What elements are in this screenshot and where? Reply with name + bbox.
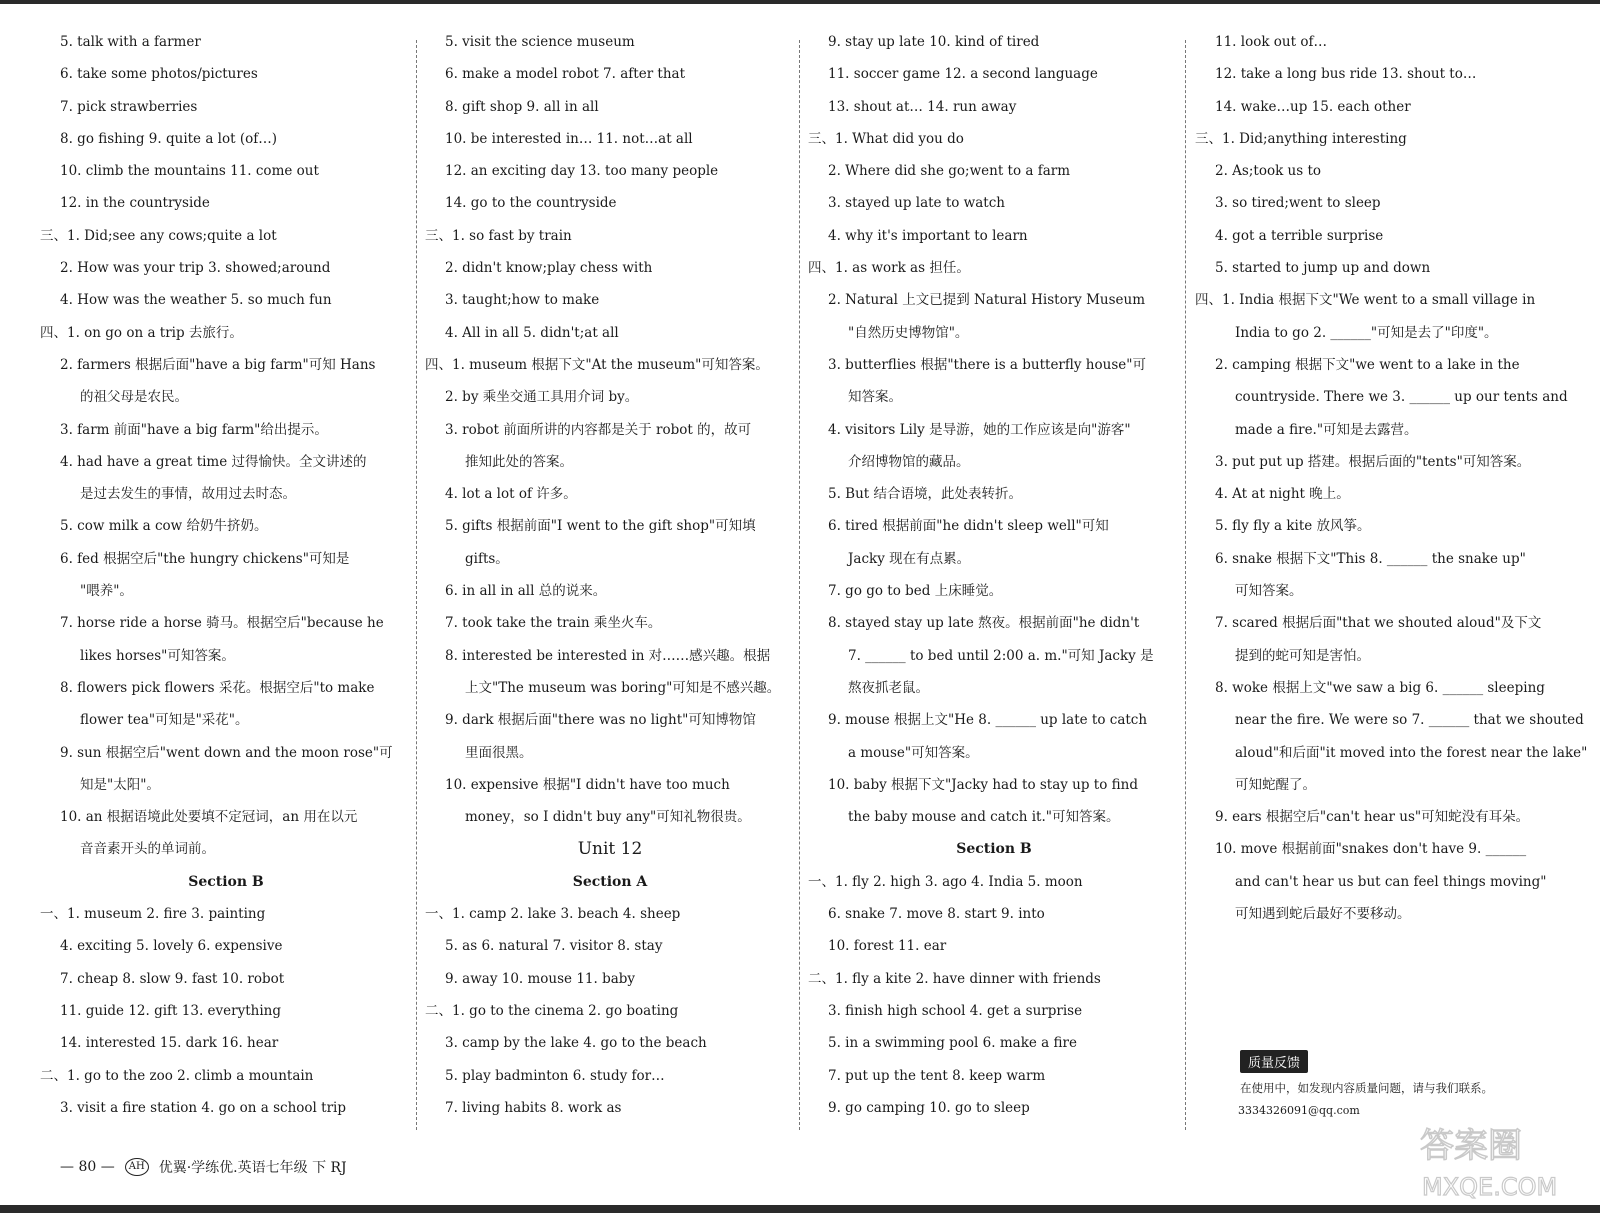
answer-line: 3. farm 前面"have a big farm"给出提示。 bbox=[60, 421, 328, 438]
answer-line: 10. forest 11. ear bbox=[828, 938, 947, 955]
answer-line: 二、1. fly a kite 2. have dinner with friends bbox=[808, 970, 1101, 987]
answer-line: 8. interested be interested in 对……感兴趣。根据 bbox=[445, 647, 771, 664]
answer-line: 可知蛇醒了。 bbox=[1235, 776, 1316, 793]
answer-line: 9. dark 根据后面"there was no light"可知博物馆 bbox=[445, 712, 756, 729]
answer-line: 四、1. on go on a trip 去旅行。 bbox=[40, 324, 243, 341]
section-heading: Section B bbox=[188, 873, 264, 890]
answer-line: countryside. There we 3. ______ up our tents and bbox=[1235, 389, 1568, 406]
answer-line: 9. go camping 10. go to sleep bbox=[828, 1099, 1030, 1116]
answer-line: 3. visit a fire station 4. go on a school trip bbox=[60, 1099, 346, 1116]
answer-line: 6. make a model robot 7. after that bbox=[445, 66, 686, 83]
answer-column-4 bbox=[1195, 26, 1588, 1173]
answer-line: 6. tired 根据前面"he didn't sleep well"可知 bbox=[828, 518, 1109, 535]
answer-line: 是过去发生的事情，故用过去时态。 bbox=[80, 486, 296, 503]
answer-line: 5. in a swimming pool 6. make a fire bbox=[828, 1035, 1077, 1052]
answer-line: 2. As;took us to bbox=[1215, 163, 1322, 180]
answer-line: 4. lot a lot of 许多。 bbox=[445, 486, 577, 503]
answer-line: 一、1. camp 2. lake 3. beach 4. sheep bbox=[425, 906, 681, 923]
watermark-line1: 答案圈 bbox=[1420, 1126, 1522, 1166]
answer-line: 10. expensive 根据"I didn't have too much bbox=[445, 776, 730, 793]
answer-line: India to go 2. ______"可知是去了"印度"。 bbox=[1235, 324, 1498, 341]
page-footer bbox=[60, 1157, 347, 1177]
answer-line: 三、1. so fast by train bbox=[425, 227, 572, 244]
answer-line: 4. How was the weather 5. so much fun bbox=[60, 292, 332, 309]
answer-line: 三、1. What did you do bbox=[808, 130, 964, 147]
column-divider bbox=[416, 40, 417, 1130]
answer-line: 9. sun 根据空后"went down and the moon rose"可 bbox=[60, 744, 393, 761]
answer-line: 5. visit the science museum bbox=[445, 34, 635, 50]
answer-line: near the fire. We were so 7. ______ that we shouted bbox=[1235, 712, 1584, 729]
answer-line: 四、1. India 根据下文"We went to a small village in bbox=[1195, 292, 1536, 309]
answer-line: 10. climb the mountains 11. come out bbox=[60, 163, 319, 180]
answer-line: 9. away 10. mouse 11. baby bbox=[445, 970, 636, 987]
answer-line: 5. as 6. natural 7. visitor 8. stay bbox=[445, 938, 663, 955]
answer-line: 7. cheap 8. slow 9. fast 10. robot bbox=[60, 970, 285, 987]
column-divider bbox=[799, 40, 800, 1130]
bottom-border bbox=[0, 1205, 1600, 1213]
answer-line: 4. had have a great time 过得愉快。全文讲述的 bbox=[60, 453, 367, 470]
page-number: — 80 — bbox=[60, 1159, 115, 1175]
answer-line: 9. ears 根据空后"can't hear us"可知蛇没有耳朵。 bbox=[1215, 809, 1530, 826]
answer-line: flower tea"可知是"采花"。 bbox=[80, 712, 249, 729]
answer-line: 5. cow milk a cow 给奶牛挤奶。 bbox=[60, 518, 268, 535]
answer-line: 7. pick strawberries bbox=[60, 98, 198, 115]
answer-line: 熬夜抓老鼠。 bbox=[848, 679, 929, 696]
answer-line: 7. took take the train 乘坐火车。 bbox=[445, 615, 662, 632]
answer-line: aloud"和后面"it moved into the forest near the lake" bbox=[1235, 744, 1588, 761]
answer-line: 6. in all in all 总的说来。 bbox=[445, 583, 607, 600]
answer-line: "自然历史博物馆"。 bbox=[848, 324, 969, 341]
answer-line: likes horses"可知答案。 bbox=[80, 647, 235, 664]
answer-line: 7. go go to bed 上床睡觉。 bbox=[828, 583, 1003, 600]
answer-column-3 bbox=[808, 26, 1180, 1173]
book-title: 优翼·学练优.英语七年级 下 RJ bbox=[158, 1160, 347, 1176]
answer-line: 10. move 根据前面"snakes don't have 9. ______ bbox=[1215, 841, 1527, 858]
answer-line: 8. woke 根据上文"we saw a big 6. ______ sleeping bbox=[1215, 679, 1545, 696]
answer-line: 11. soccer game 12. a second language bbox=[828, 66, 1098, 83]
answer-line: 13. shout at… 14. run away bbox=[828, 98, 1017, 115]
answer-line: 12. in the countryside bbox=[60, 195, 210, 212]
answer-line: 二、1. go to the zoo 2. climb a mountain bbox=[40, 1067, 314, 1084]
answer-line: 5. gifts 根据前面"I went to the gift shop"可知填 bbox=[445, 518, 756, 535]
answer-line: 3. taught;how to make bbox=[445, 292, 600, 309]
watermark-line2: MXQE.COM bbox=[1422, 1173, 1558, 1201]
unit-heading: Unit 12 bbox=[577, 839, 643, 860]
answer-line: 2. How was your trip 3. showed;around bbox=[60, 260, 331, 277]
answer-line: 7. ______ to bed until 2:00 a. m."可知 Jacky 是 bbox=[848, 647, 1154, 664]
answer-line: made a fire."可知是去露营。 bbox=[1235, 421, 1418, 438]
feedback-text: 在使用中，如发现内容质量问题，请与我们联系。 bbox=[1240, 1081, 1493, 1095]
answer-line: money，so I didn't buy any"可知礼物很贵。 bbox=[465, 809, 751, 826]
answer-line: 4. visitors Lily 是导游，她的工作应该是向"游客" bbox=[828, 421, 1131, 438]
answer-line: 3. so tired;went to sleep bbox=[1215, 195, 1381, 212]
answer-line: 三、1. Did;see any cows;quite a lot bbox=[40, 227, 277, 244]
answer-line: 5. started to jump up and down bbox=[1215, 260, 1431, 277]
answer-line: 提到的蛇可知是害怕。 bbox=[1235, 647, 1370, 664]
answer-line: 8. stayed stay up late 熬夜。根据前面"he didn't bbox=[828, 615, 1140, 632]
answer-line: 7. put up the tent 8. keep warm bbox=[828, 1067, 1046, 1084]
column-divider bbox=[1185, 40, 1186, 1130]
answer-line: 2. farmers 根据后面"have a big farm"可知 Hans bbox=[60, 356, 376, 373]
answer-line: 里面很黑。 bbox=[465, 744, 533, 761]
answer-line: 5. But 结合语境，此处表转折。 bbox=[828, 486, 1023, 503]
answer-line: 3. robot 前面所讲的内容都是关于 robot 的，故可 bbox=[445, 421, 752, 438]
answer-line: 3. camp by the lake 4. go to the beach bbox=[445, 1035, 707, 1052]
answer-line: 9. mouse 根据上文"He 8. ______ up late to catch bbox=[828, 712, 1148, 729]
answer-line: 3. put put up 搭建。根据后面的"tents"可知答案。 bbox=[1215, 453, 1531, 470]
answer-line: 2. Where did she go;went to a farm bbox=[828, 163, 1071, 180]
answer-line: 上文"The museum was boring"可知是不感兴趣。 bbox=[465, 679, 781, 696]
answer-line: a mouse"可知答案。 bbox=[848, 744, 979, 761]
answer-line: 四、1. as work as 担任。 bbox=[808, 260, 970, 277]
answer-line: 8. gift shop 9. all in all bbox=[445, 98, 599, 115]
answer-line: 4. exciting 5. lovely 6. expensive bbox=[60, 938, 283, 955]
answer-line: 6. take some photos/pictures bbox=[60, 66, 258, 83]
answer-line: 二、1. go to the cinema 2. go boating bbox=[425, 1002, 679, 1019]
section-heading: Section A bbox=[572, 873, 648, 890]
answer-line: 10. be interested in… 11. not…at all bbox=[445, 130, 693, 147]
answer-line: 6. fed 根据空后"the hungry chickens"可知是 bbox=[60, 550, 350, 567]
answer-line: gifts。 bbox=[465, 550, 509, 567]
answer-line: 音音素开头的单词前。 bbox=[80, 841, 215, 858]
answer-line: Jacky 现在有点累。 bbox=[848, 550, 971, 567]
answer-line: 6. snake 根据下文"This 8. ______ the snake up" bbox=[1215, 550, 1526, 567]
answer-line: 一、1. fly 2. high 3. ago 4. India 5. moon bbox=[808, 873, 1083, 890]
answer-line: and can't hear us but can feel things moving" bbox=[1235, 873, 1547, 890]
answer-column-2 bbox=[425, 26, 795, 1173]
answer-line: 10. baby 根据下文"Jacky had to stay up to find bbox=[828, 776, 1138, 793]
answer-line: 2. didn't know;play chess with bbox=[445, 260, 653, 277]
answer-line: 5. talk with a farmer bbox=[60, 34, 201, 50]
answer-line: 推知此处的答案。 bbox=[465, 453, 573, 470]
answer-line: 3. stayed up late to watch bbox=[828, 195, 1005, 212]
feedback-badge: 质量反馈 bbox=[1240, 1050, 1308, 1073]
answer-line: 6. snake 7. move 8. start 9. into bbox=[828, 906, 1045, 923]
answer-line: 四、1. museum 根据下文"At the museum"可知答案。 bbox=[425, 356, 769, 373]
section-heading: Section B bbox=[956, 841, 1032, 858]
answer-line: 2. camping 根据下文"we went to a lake in the bbox=[1215, 356, 1520, 373]
answer-line: 4. At at night 晚上。 bbox=[1215, 486, 1350, 503]
answer-line: 的祖父母是农民。 bbox=[80, 389, 188, 406]
answer-line: 7. horse ride a horse 骑马。根据空后"because he bbox=[60, 615, 384, 632]
answer-line: 三、1. Did;anything interesting bbox=[1195, 130, 1407, 147]
answer-line: 12. an exciting day 13. too many people bbox=[445, 163, 719, 180]
answer-line: 11. look out of… bbox=[1215, 34, 1327, 50]
answer-line: 知答案。 bbox=[848, 389, 902, 406]
answer-line: 7. living habits 8. work as bbox=[445, 1099, 622, 1116]
answer-line: 9. stay up late 10. kind of tired bbox=[828, 34, 1040, 50]
answer-line: the baby mouse and catch it."可知答案。 bbox=[848, 809, 1120, 826]
answer-line: "喂养"。 bbox=[80, 583, 133, 600]
answer-line: 4. got a terrible surprise bbox=[1215, 227, 1384, 244]
answer-line: 5. fly fly a kite 放风筝。 bbox=[1215, 518, 1371, 535]
answer-line: 14. interested 15. dark 16. hear bbox=[60, 1035, 279, 1052]
answer-line: 可知答案。 bbox=[1235, 583, 1303, 600]
answer-line: 10. an 根据语境此处要填不定冠词，an 用在以元 bbox=[60, 809, 358, 826]
answer-line: 14. wake…up 15. each other bbox=[1215, 98, 1411, 115]
answer-line: 可知遇到蛇后最好不要移动。 bbox=[1235, 906, 1411, 923]
answer-line: 3. butterflies 根据"there is a butterfly house"可 bbox=[828, 356, 1146, 373]
answer-line: 知是"太阳"。 bbox=[80, 776, 160, 793]
top-border bbox=[0, 0, 1600, 4]
answer-line: 2. by 乘坐交通工具用介词 by。 bbox=[445, 389, 639, 406]
answer-line: 3. finish high school 4. get a surprise bbox=[828, 1002, 1083, 1019]
answer-line: 2. Natural 上文已提到 Natural History Museum bbox=[828, 292, 1146, 309]
answer-line: 8. flowers pick flowers 采花。根据空后"to make bbox=[60, 679, 375, 696]
answer-line: 介绍博物馆的藏品。 bbox=[848, 453, 970, 470]
answer-line: 5. play badminton 6. study for… bbox=[445, 1067, 665, 1084]
answer-line: 11. guide 12. gift 13. everything bbox=[60, 1002, 281, 1019]
answer-line: 12. take a long bus ride 13. shout to… bbox=[1215, 66, 1477, 83]
answer-line: 7. scared 根据后面"that we shouted aloud"及下文 bbox=[1215, 615, 1542, 632]
answer-line: 4. All in all 5. didn't;at all bbox=[445, 324, 619, 341]
answer-line: 一、1. museum 2. fire 3. painting bbox=[40, 906, 266, 923]
answer-line: 4. why it's important to learn bbox=[828, 227, 1028, 244]
feedback-email: 3334326091@qq.com bbox=[1238, 1104, 1360, 1117]
answer-line: 14. go to the countryside bbox=[445, 195, 617, 212]
publisher-logo: AH bbox=[125, 1158, 149, 1176]
answer-column-1 bbox=[40, 26, 412, 1173]
answer-line: 8. go fishing 9. quite a lot (of…) bbox=[60, 130, 277, 147]
